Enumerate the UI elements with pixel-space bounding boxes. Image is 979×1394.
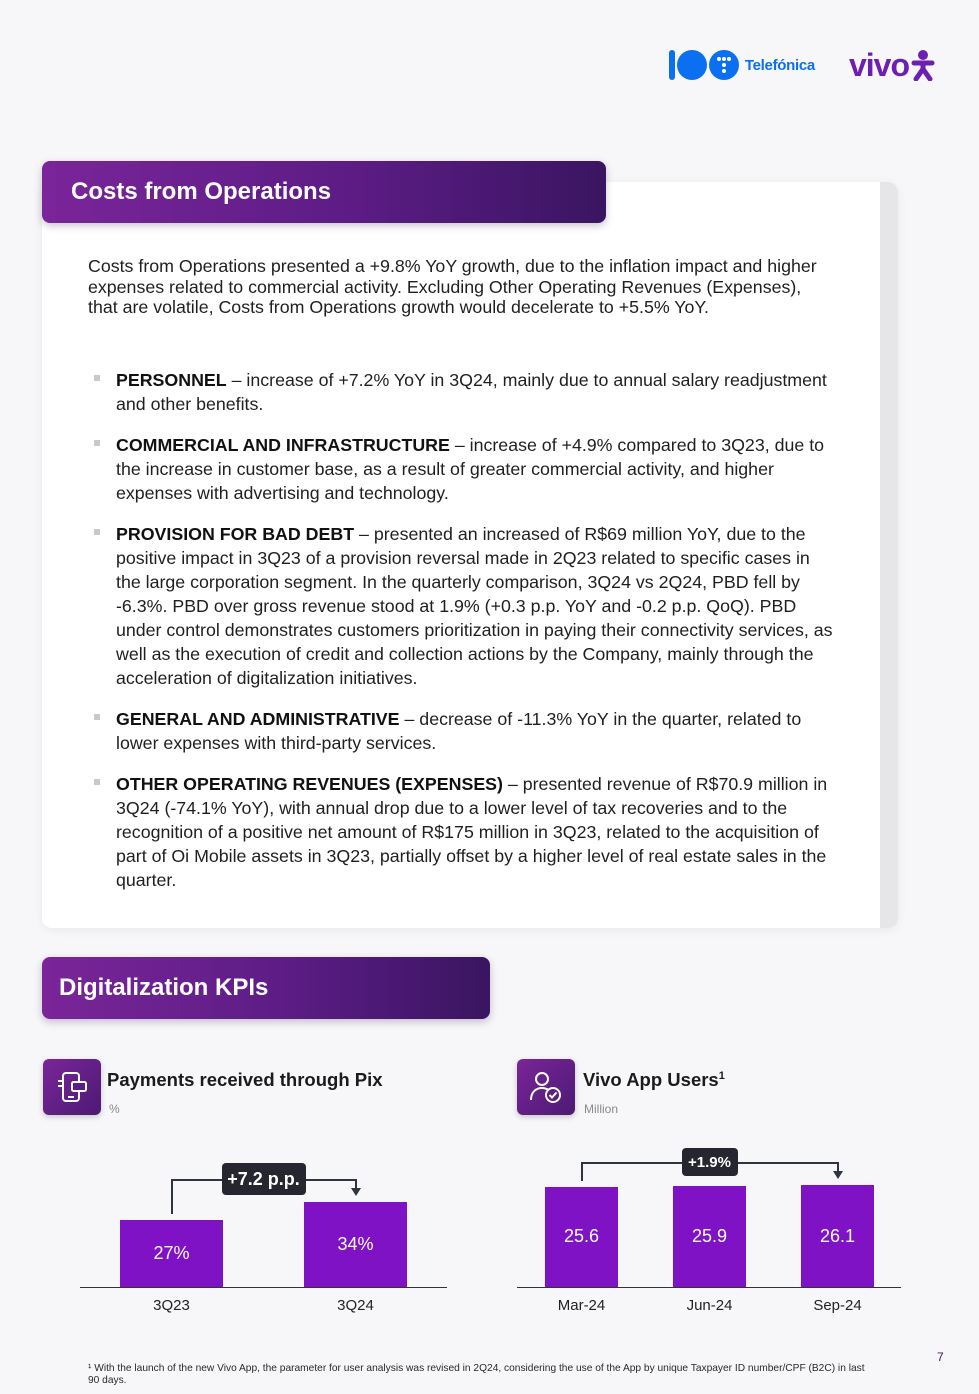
x-tick-label: 3Q23	[153, 1297, 190, 1314]
chart-bar	[304, 1202, 407, 1287]
bullet-commercial	[94, 433, 834, 505]
bracket-left-leg	[171, 1179, 173, 1214]
header-logos	[669, 40, 935, 90]
pix-chart-unit: %	[109, 1102, 120, 1116]
telefonica-logo	[669, 50, 815, 80]
costs-section-title: Costs from Operations	[42, 161, 606, 223]
footnote-marker: 1	[718, 1069, 725, 1082]
bullet-text: – presented an increased of R$69 million YoY, due to the positive impact in 3Q23 of a provision reversal made in 2Q23 related to specific cases in the large corporation segment. In the quarterly comparison, 3Q24 vs 2Q24, PBD fell by -6.3%. PBD over gross revenue stood at 1.9% (+0.3 p.p. YoY and -0.2 p.p. QoQ). PBD under control demonstrates customers prioritization in paying their connectivity services, as well as the execution of credit and collection actions by the Company, mainly through the acceleration of digitalization initiatives.	[116, 524, 833, 688]
footnote: ¹ With the launch of the new Vivo App, the parameter for user analysis was revised in 2Q24, considering the use of the App by unique Taxpayer ID number/CPF (B2C) in last 90 days.	[88, 1363, 865, 1386]
bullet-text: – increase of +4.9% compared to 3Q23, due to the increase in customer base, as a result of greater commercial activity, and higher expenses with advertising and technology.	[116, 435, 825, 503]
bullet-personnel	[94, 368, 834, 416]
vivo-logo	[849, 47, 935, 84]
bullet-label: GENERAL AND ADMINISTRATIVE	[116, 709, 400, 729]
growth-badge: +7.2 p.p.	[222, 1163, 306, 1195]
telefonica-dots-icon	[709, 50, 739, 80]
chart-bar	[801, 1185, 874, 1287]
page-number: 7	[937, 1350, 944, 1364]
telefonica-wordmark: Telefónica	[744, 56, 815, 74]
bracket-right-leg	[837, 1162, 839, 1171]
app-chart-title	[583, 1069, 725, 1091]
vivo-wordmark: vivo	[848, 46, 909, 83]
growth-badge: +1.9%	[682, 1148, 738, 1176]
chart-bar	[545, 1187, 618, 1287]
x-tick-label: 3Q24	[337, 1297, 374, 1314]
telefonica-digit-zero	[677, 50, 707, 80]
bar-value-label: 25.9	[691, 1225, 728, 1246]
bullet-bad-debt	[94, 522, 834, 690]
vivo-figure-icon	[911, 49, 935, 81]
telefonica-digit-one	[669, 50, 675, 80]
chart-bar	[120, 1220, 223, 1288]
bullet-text: – decrease of -11.3% YoY in the quarter, related to lower expenses with third-party services.	[116, 709, 802, 753]
bar-value-label: 27%	[153, 1242, 190, 1263]
x-axis	[80, 1287, 447, 1288]
digital-section-title: Digitalization KPIs	[42, 957, 490, 1019]
x-axis	[517, 1287, 901, 1288]
bar-value-label: 34%	[337, 1234, 374, 1254]
bullet-text: – increase of +7.2% YoY in 3Q24, mainly due to annual salary readjustment and other benefits.	[116, 370, 827, 414]
bracket-arrow-icon	[833, 1171, 843, 1179]
costs-bullet-list	[94, 368, 834, 909]
app-title-text: Vivo App Users	[583, 1069, 719, 1090]
bullet-general-admin	[94, 707, 834, 755]
pix-chart-title: Payments received through Pix	[107, 1069, 383, 1090]
telefonica-100-mark	[669, 50, 739, 80]
bullet-label: PROVISION FOR BAD DEBT	[116, 524, 355, 544]
bullet-label: PERSONNEL	[116, 370, 227, 390]
bullet-text: – presented revenue of R$70.9 million in 3Q24 (-74.1% YoY), with annual drop due to a lower level of tax recoveries and to the recognition of a positive net amount of R$175 million in 3Q23, related to the acquisition of part of Oi Mobile assets in 3Q23, partially offset by a higher level of real estate sales in the quarter.	[116, 774, 828, 890]
x-tick-label: Jun-24	[686, 1297, 733, 1314]
bullet-label: OTHER OPERATING REVENUES (EXPENSES)	[116, 774, 503, 794]
x-tick-label: Sep-24	[813, 1297, 862, 1314]
payment-phone-icon	[43, 1059, 101, 1115]
user-check-icon	[517, 1059, 575, 1115]
costs-intro-text: Costs from Operations presented a +9.8% YoY growth, due to the inflation impact and higher expenses related to commercial activity. Excluding Other Operating Revenues (Expenses), that are volatile, Costs from Operations growth would decelerate to +5.5% YoY.	[88, 256, 817, 317]
bar-value-label: 26.1	[819, 1225, 856, 1246]
app-chart-unit: Million	[584, 1102, 619, 1116]
bullet-label: COMMERCIAL AND INFRASTRUCTURE	[116, 435, 450, 455]
bar-value-label: 25.6	[563, 1226, 600, 1247]
bullet-other-operating	[94, 772, 834, 892]
card-edge-bar	[880, 182, 898, 928]
bracket-left-leg	[581, 1162, 583, 1181]
bracket-arrow-icon	[351, 1188, 361, 1196]
chart-bar	[673, 1186, 746, 1287]
bracket-right-leg	[355, 1179, 357, 1188]
x-tick-label: Mar-24	[557, 1297, 606, 1314]
